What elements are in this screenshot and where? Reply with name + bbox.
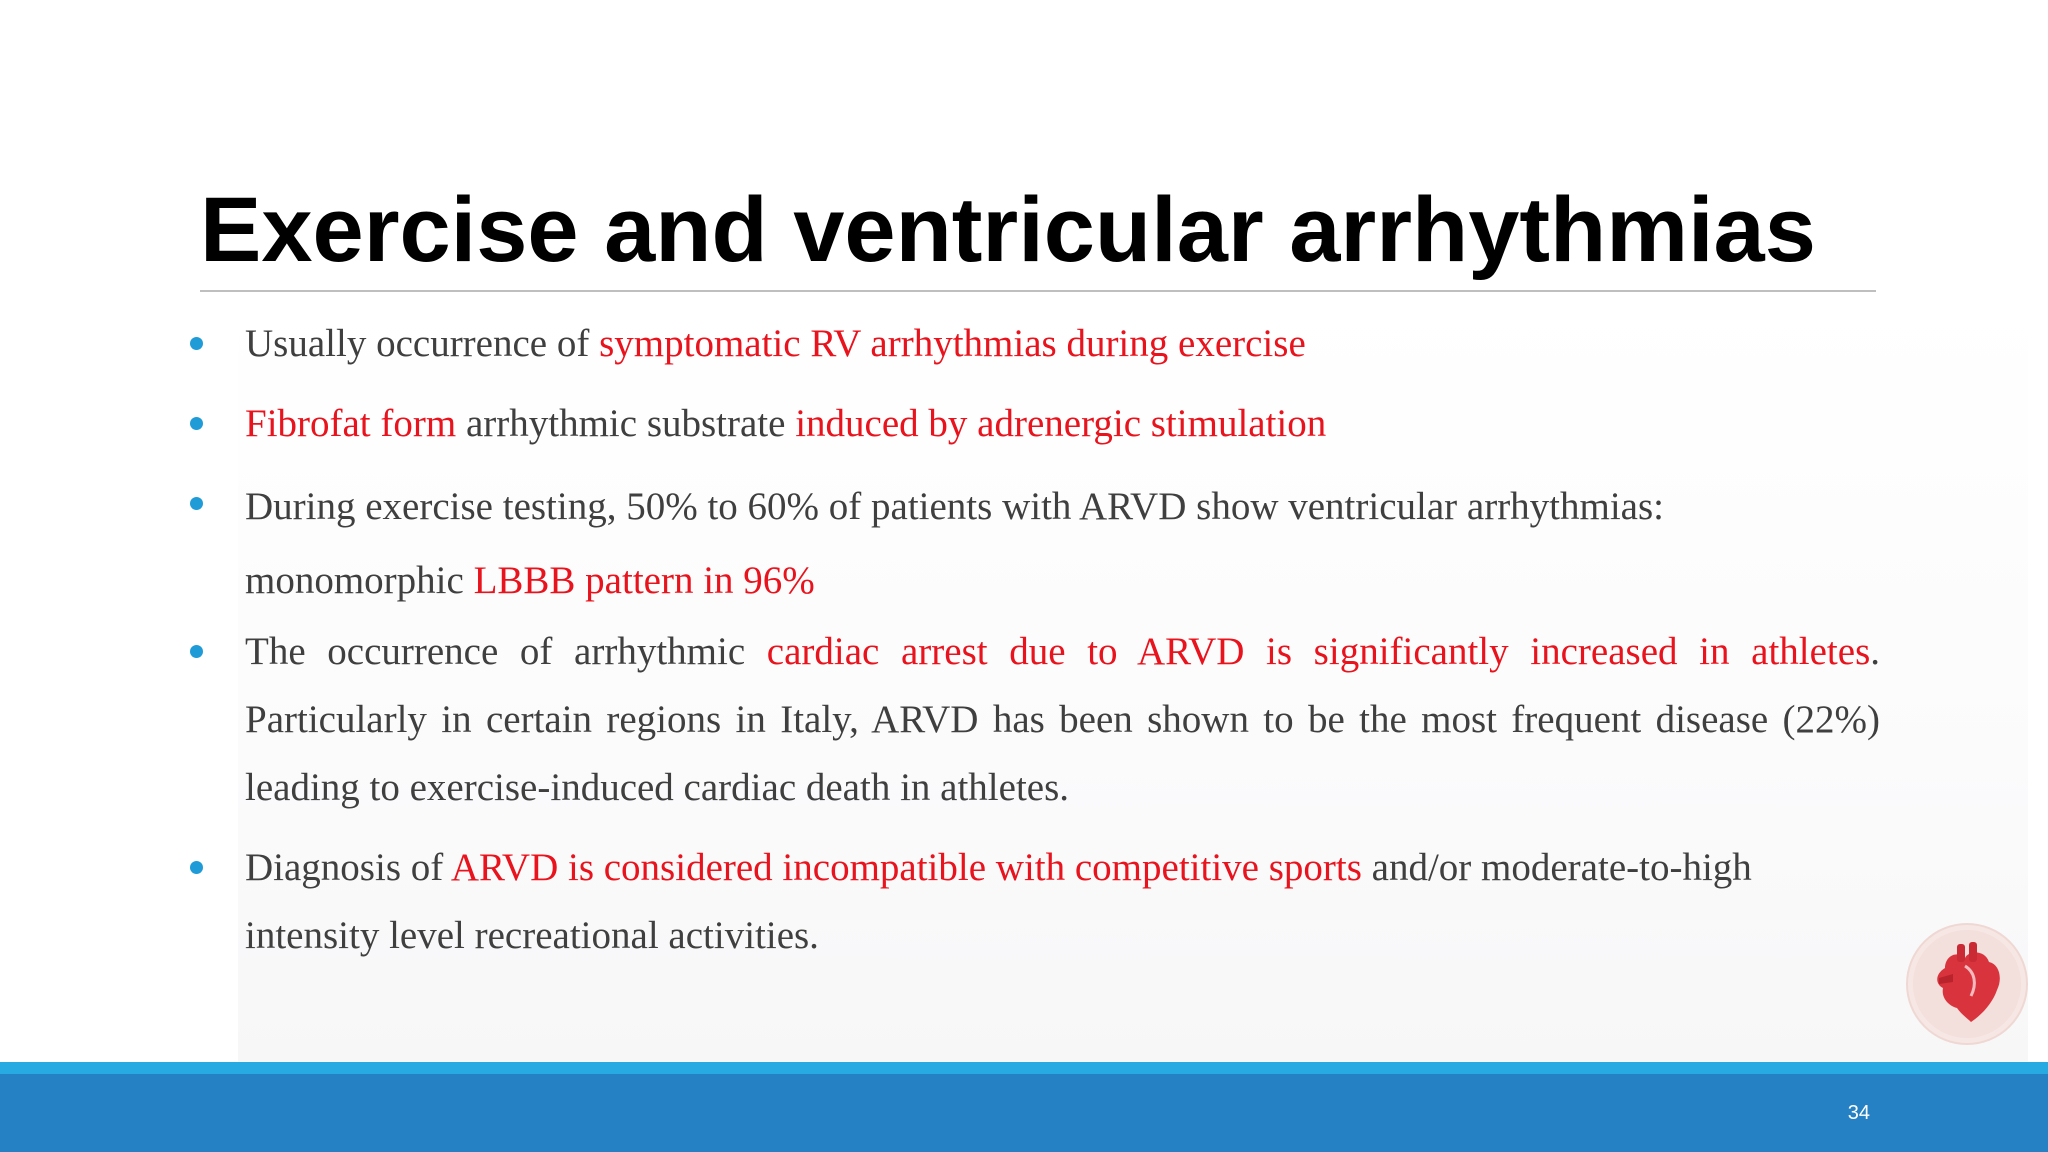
bullet-text: During exercise testing, 50% to 60% of patients with ARVD show ventricular arrhythmias: monomorphic bbox=[245, 485, 1665, 602]
slide-title: Exercise and ventricular arrhythmias bbox=[200, 179, 1816, 281]
bullet-item bbox=[190, 618, 1880, 822]
bullet-list bbox=[190, 310, 1880, 970]
title-divider bbox=[200, 290, 1876, 292]
bullet-highlight: induced by adrenergic stimulation bbox=[795, 402, 1327, 445]
bullet-item bbox=[190, 390, 1880, 458]
bullet-dot bbox=[190, 645, 203, 658]
bullet-highlight: cardiac arrest due to ARVD is significantly increased in athletes bbox=[766, 630, 1871, 673]
bullet-highlight: ARVD is considered incompatible with competitive sports bbox=[450, 846, 1362, 889]
slide-number: 34 bbox=[1847, 1102, 1870, 1124]
bullet-text: . Particularly in certain regions in Italy, ARVD has been shown to be the most frequent disease (22%) leading to exercise-induced cardiac death in athletes. bbox=[245, 630, 1880, 809]
bullet-highlight: LBBB pattern in 96% bbox=[473, 559, 815, 602]
heart-icon bbox=[1905, 922, 2029, 1046]
footer-band bbox=[0, 1074, 2048, 1152]
bullet-text: and/or moderate-to-high intensity level recreational activities. bbox=[245, 846, 1752, 957]
bullet-text: Diagnosis of bbox=[245, 846, 451, 889]
bullet-text: Usually occurrence of bbox=[245, 322, 600, 365]
bullet-text: The occurrence of arrhythmic bbox=[245, 630, 767, 673]
bullet-item bbox=[190, 470, 1880, 618]
bullet-dot bbox=[190, 417, 203, 430]
bullet-item bbox=[190, 310, 1880, 378]
footer-accent-band bbox=[0, 1062, 2048, 1074]
bullet-highlight: Fibrofat form bbox=[245, 402, 457, 445]
bullet-highlight: symptomatic RV arrhythmias during exercise bbox=[599, 322, 1306, 365]
bullet-dot bbox=[190, 861, 203, 874]
bullet-dot bbox=[190, 497, 203, 510]
bullet-item bbox=[190, 834, 1880, 970]
bullet-dot bbox=[190, 337, 203, 350]
bullet-text: arrhythmic substrate bbox=[456, 402, 796, 445]
